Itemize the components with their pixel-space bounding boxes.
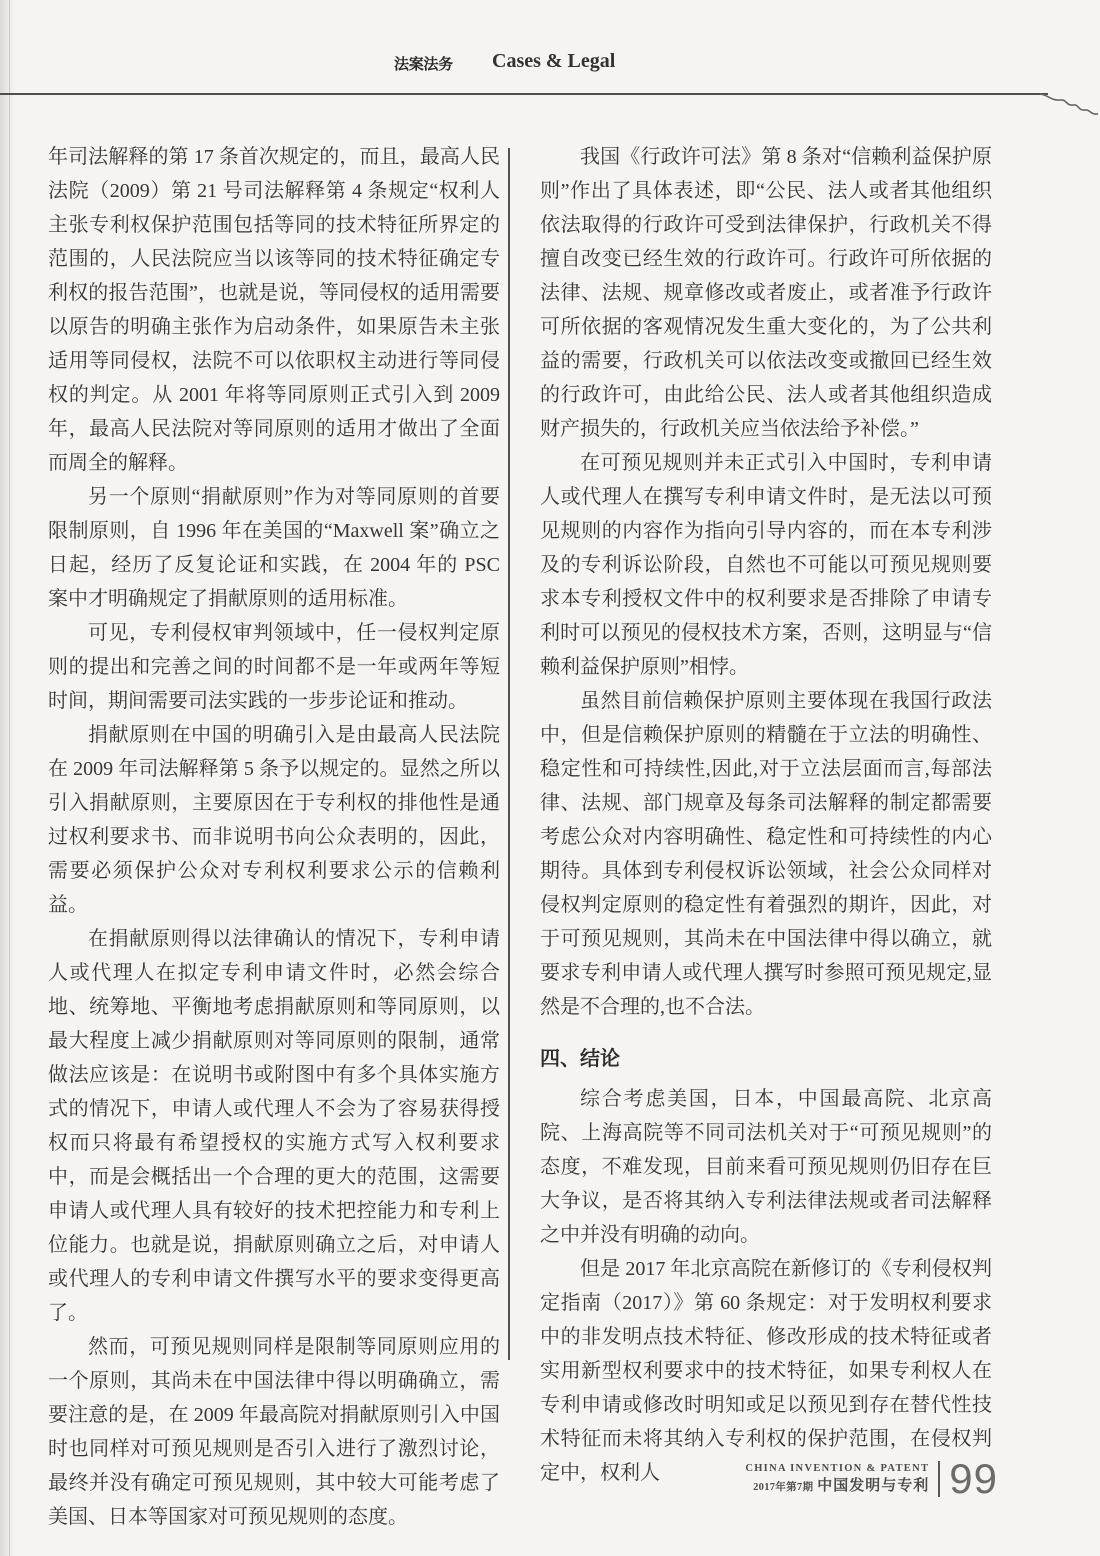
left-edge-scan-line <box>9 0 10 1556</box>
paragraph: 年司法解释的第 17 条首次规定的，而且，最高人民法院（2009）第 21 号司法解释第 4 条规定“权利人主张专利权保护范围包括等同的技术特征所界定的范围的，人民法院应当以该等同的技术特征确定专利权的报告范围”，也就是说，等同侵权的适用需要以原告的明确主张作为启动条件，如果原告未主张适用等同侵权，法院不可以依职权主动进行等同侵权的判定。从 2001 年将等同原则正式引入到 2009 年，最高人民法院对等同原则的适用才做出了全面而周全的解释。 <box>48 146 500 474</box>
header-rule <box>0 93 1048 95</box>
paragraph: 在可预见规则并未正式引入中国时，专利申请人或代理人在撰写专利申请文件时，是无法以可预见规则的内容作为指向引导内容的，而在本专利涉及的专利诉讼阶段，自然也不可能以可预见规则要求本专利授权文件中的权利要求是否排除了申请专利时可以预见的侵权技术方案，否则，这明显与“信赖利益保护原则”相悖。 <box>540 452 992 678</box>
section-heading-conclusion: 四、结论 <box>540 1048 620 1070</box>
paragraph: 但是 2017 年北京高院在新修订的《专利侵权判定指南（2017）》第 60 条规定：对于发明权利要求中的非发明点技术特征、修改形成的技术特征或者实用新型权利要求中的技术特征，如果专利权人在专利申请或修改时明知或足以预见到存在替代性技术特征而未将其纳入专利权的保护范围，在侵权判定中，权利人 <box>540 1258 992 1484</box>
column-divider-line <box>508 148 510 1360</box>
page-number: 99 <box>949 1455 998 1502</box>
journal-name-en: CHINA INVENTION & PATENT <box>745 1462 930 1474</box>
paragraph: 可见，专利侵权审判领域中，任一侵权判定原则的提出和完善之间的时间都不是一年或两年等短时间，期间需要司法实践的一步步论证和推动。 <box>48 622 500 712</box>
scan-squiggle-mark <box>1040 87 1100 121</box>
journal-issue-line <box>745 1476 929 1495</box>
section-title-en: Cases & Legal <box>492 50 616 72</box>
paragraph: 虽然目前信赖保护原则主要体现在我国行政法中，但是信赖保护原则的精髓在于立法的明确性、稳定性和可持续性,因此,对于立法层面而言,每部法律、法规、部门规章及每条司法解释的制定都需要考虑公众对内容明确性、稳定性和可持续性的内心期待。具体到专利侵权诉讼领域，社会公众同样对侵权判定原则的稳定性有着强烈的期许，因此，对于可预见规则，其尚未在中国法律中得以确立，就要求专利申请人或代理人撰写时参照可预见规定,显然是不合理的,也不合法。 <box>540 690 992 1018</box>
paragraph: 另一个原则“捐献原则”作为对等同原则的首要限制原则，自 1996 年在美国的“Maxwell 案”确立之日起，经历了反复论证和实践，在 2004 年的 PSC 案中才明确规定了捐献原则的适用标准。 <box>48 486 500 610</box>
page-footer <box>745 1455 998 1502</box>
left-edge-scan-shadow <box>0 0 16 1556</box>
paragraph: 在捐献原则得以法律确认的情况下，专利申请人或代理人在拟定专利申请文件时，必然会综合地、统筹地、平衡地考虑捐献原则和等同原则，以最大程度上减少捐献原则对等同原则的限制，通常做法应该是：在说明书或附图中有多个具体实施方式的情况下，申请人或代理人不会为了容易获得授权而只将最有希望授权的实施方式写入权利要求中，而是会概括出一个合理的更大的范围，这需要申请人或代理人具有较好的技术把控能力和专利上位能力。也就是说，捐献原则确立之后，对申请人或代理人的专利申请文件撰写水平的要求变得更高了。 <box>48 928 500 1324</box>
left-column <box>48 140 500 1534</box>
issue-info: 2017年第7期 <box>753 1482 814 1494</box>
journal-name-cn: 中国发明与专利 <box>817 1477 930 1495</box>
paragraph: 然而，可预见规则同样是限制等同原则应用的一个原则，其尚未在中国法律中得以明确确立，需要注意的是，在 2009 年最高院对捐献原则引入中国时也同样对可预见规则是否引入进行了激烈讨论，最终并没有确定可预见规则，其中较大可能考虑了美国、日本等国家对可预见规则的态度。 <box>48 1336 500 1528</box>
journal-imprint <box>745 1463 929 1496</box>
paragraph: 我国《行政许可法》第 8 条对“信赖利益保护原则”作出了具体表述，即“公民、法人或者其他组织依法取得的行政许可受到法律保护，行政机关不得擅自改变已经生效的行政许可。行政许可所依据的法律、法规、规章修改或者废止，或者准予行政许可所依据的客观情况发生重大变化的，为了公共利益的需要，行政机关可以依法改变或撤回已经生效的行政许可，由此给公民、法人或者其他组织造成财产损失的，行政机关应当依法给予补偿。” <box>540 146 992 440</box>
right-column <box>540 140 992 1490</box>
footer-divider-bar <box>938 1461 940 1497</box>
section-title-cn: 法案法务 <box>394 56 453 73</box>
paragraph: 综合考虑美国，日本，中国最高院、北京高院、上海高院等不同司法机关对于“可预见规则”的态度，不难发现，目前来看可预见规则仍旧存在巨大争议，是否将其纳入专利法律法规或者司法解释之中并没有明确的动向。 <box>540 1088 992 1246</box>
paragraph: 捐献原则在中国的明确引入是由最高人民法院在 2009 年司法解释第 5 条予以规定的。显然之所以引入捐献原则，主要原因在于专利权的排他性是通过权利要求书、而非说明书向公众表明的，因此，需要必须保护公众对专利权利要求公示的信赖利益。 <box>48 724 500 916</box>
